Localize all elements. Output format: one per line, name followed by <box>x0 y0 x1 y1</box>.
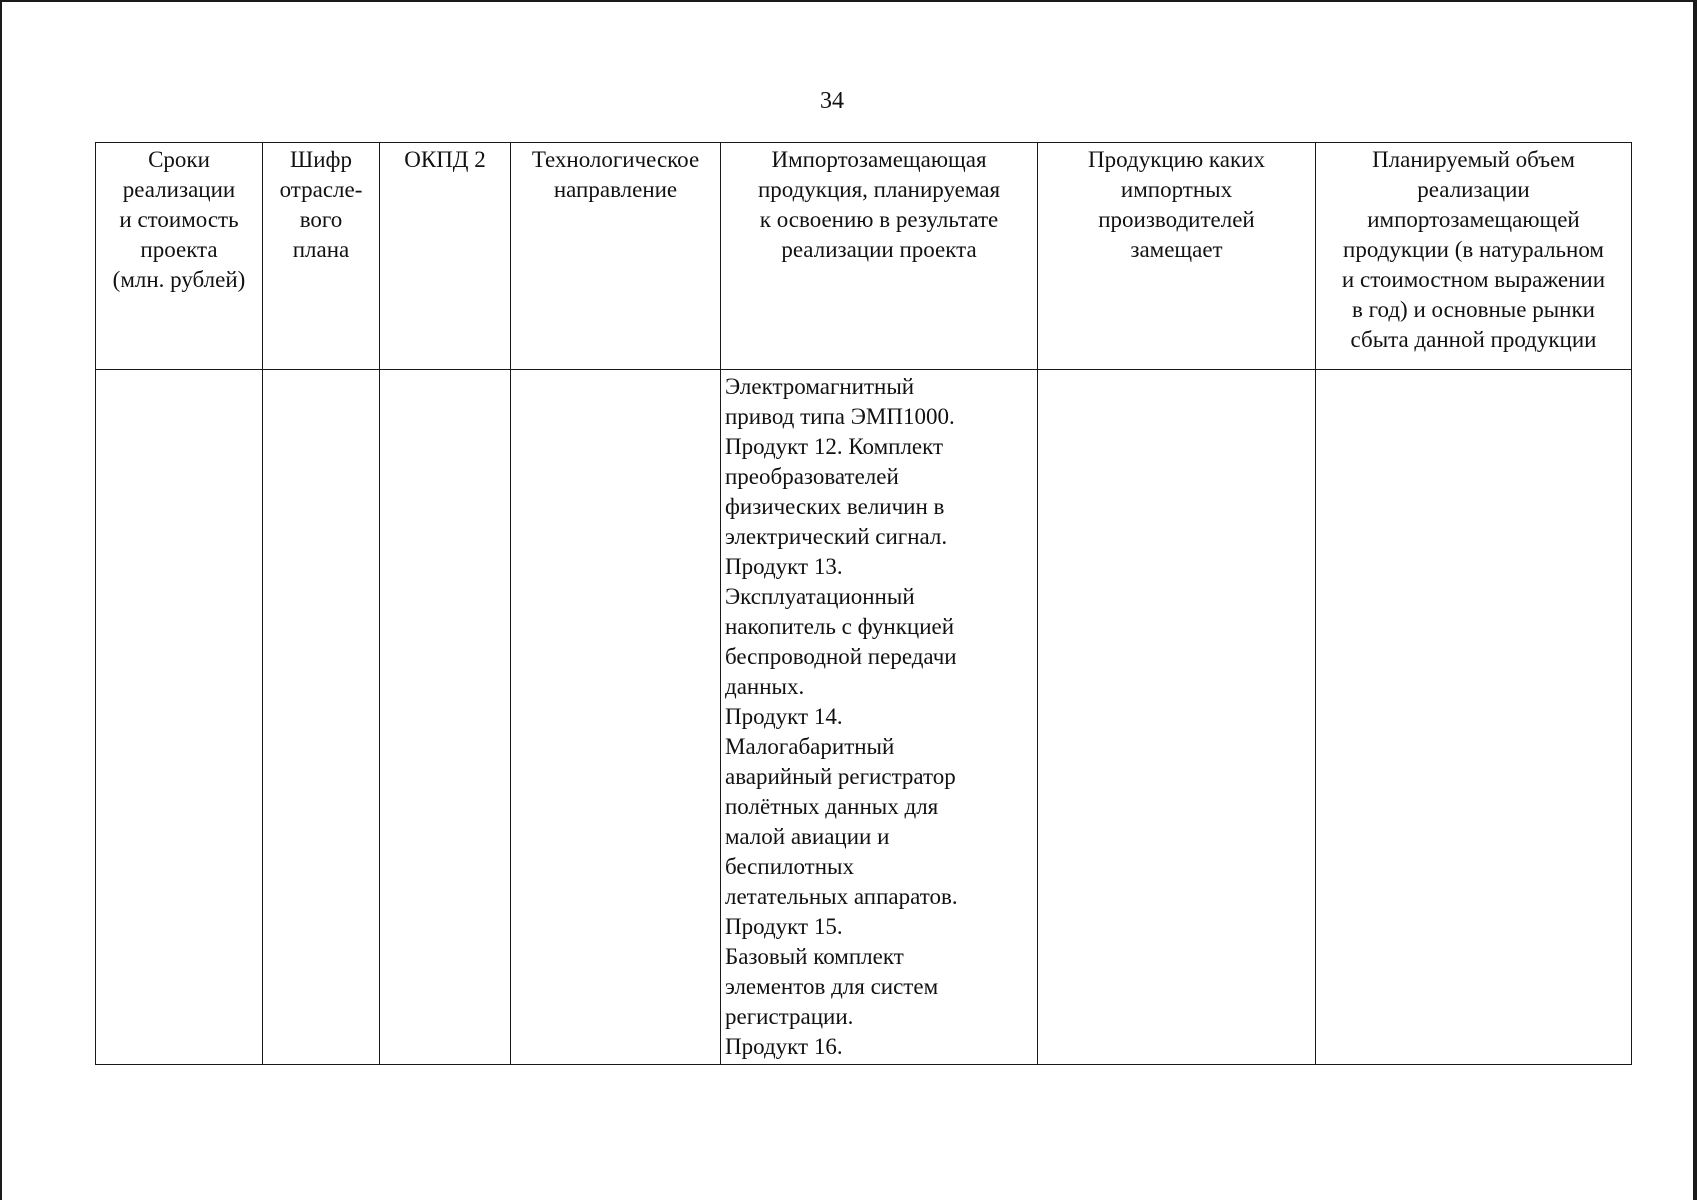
page-number: 34 <box>820 88 844 114</box>
cell-tech-direction <box>511 370 721 1065</box>
cell-products: Электромагнитный привод типа ЭМП1000. Продукт 12. Комплект преобразователей физических величин в электрический сигнал. Продукт 13. Эксплуатационный накопитель с функцией беспроводной передачи данных. Продукт 14. Малогабаритный аварийный регистратор полётных данных для малой авиации и беспилотных летательных аппаратов. Продукт 15. Базовый комплект элементов для систем регистрации. Продукт 16. <box>721 370 1038 1065</box>
table-row <box>96 370 1632 1065</box>
scan-edge-left <box>0 0 2 1200</box>
cell-plan-code <box>263 370 380 1065</box>
header-tech-direction: Технологическое направление <box>511 143 721 370</box>
table-header-row <box>96 143 1632 370</box>
cell-replaced-producers <box>1038 370 1316 1065</box>
header-replaced-producers: Продукцию каких импортных производителей замещает <box>1038 143 1316 370</box>
scan-edge-right <box>1693 0 1697 1200</box>
cell-timing-cost <box>96 370 263 1065</box>
header-okpd2: ОКПД 2 <box>380 143 511 370</box>
import-substitution-table <box>95 142 1632 1065</box>
cell-planned-volume <box>1316 370 1632 1065</box>
cell-okpd2 <box>380 370 511 1065</box>
header-timing-cost: Сроки реализации и стоимость проекта (млн. рублей) <box>96 143 263 370</box>
header-plan-code: Шифр отрасле- вого плана <box>263 143 380 370</box>
header-products: Импортозамещающая продукция, планируемая к освоению в результате реализации проекта <box>721 143 1038 370</box>
header-planned-volume: Планируемый объем реализации импортозамещающей продукции (в натуральном и стоимостном выражении в год) и основные рынки сбыта данной продукции <box>1316 143 1632 370</box>
scan-edge-top <box>0 0 1697 2</box>
